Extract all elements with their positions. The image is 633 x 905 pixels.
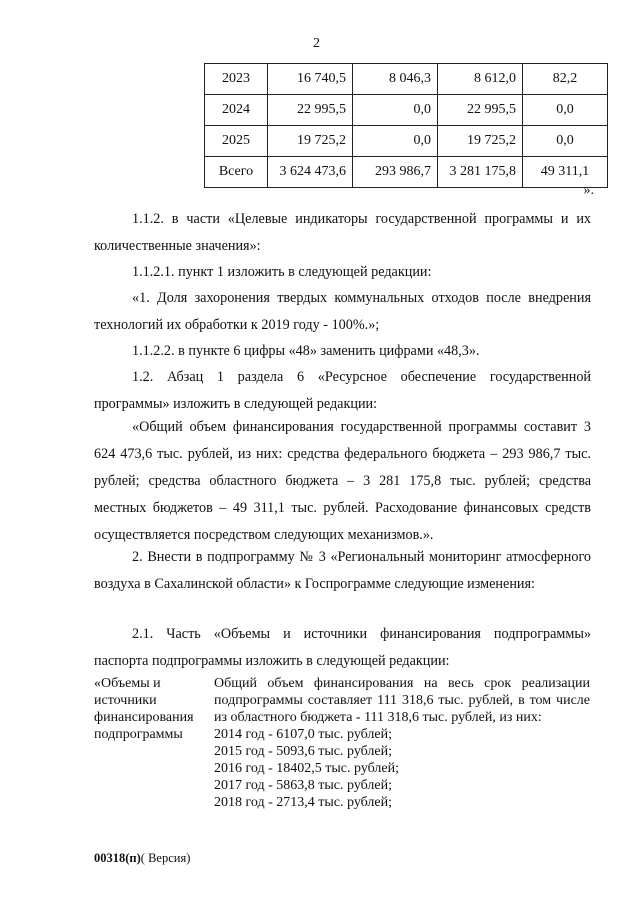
paragraph-2: 2. Внести в подпрограмму № 3 «Региональный мониторинг атмосферного воздуха в Сахалинской области» к Госпрограмме следующие изменения: bbox=[94, 549, 591, 592]
table-row-label: Всего bbox=[205, 157, 268, 188]
table-row bbox=[205, 64, 608, 95]
table-cell: 0,0 bbox=[523, 95, 608, 126]
document-code: 00318(п) bbox=[94, 851, 141, 865]
box-label-line: источники bbox=[94, 693, 157, 708]
box-summary-text: Общий объем финансирования на весь срок реализации подпрограммы составляет 111 318,6 тыс. рублей, в том числе из областного бюджета - 111 318,6 тыс. рублей, из них: bbox=[214, 676, 590, 725]
box-label-line: финансирования bbox=[94, 710, 194, 725]
table-cell: 22 995,5 bbox=[438, 95, 523, 126]
year-line: 2015 год - 5093,6 тыс. рублей; bbox=[214, 744, 393, 759]
paragraph-1-1-2-2: 1.1.2.2. в пункте 6 цифры «48» заменить цифрами «48,3». bbox=[132, 343, 480, 359]
table-cell: 293 986,7 bbox=[353, 157, 438, 188]
closing-quote: ». bbox=[583, 183, 594, 198]
table-row bbox=[205, 157, 608, 188]
table-cell: 8 046,3 bbox=[353, 64, 438, 95]
financing-box-label bbox=[94, 675, 204, 743]
table-cell: 0,0 bbox=[523, 126, 608, 157]
box-label-line: «Объемы и bbox=[94, 676, 161, 691]
table-cell: 8 612,0 bbox=[438, 64, 523, 95]
year-line: 2018 год - 2713,4 тыс. рублей; bbox=[214, 795, 393, 810]
table-cell: 19 725,2 bbox=[438, 126, 523, 157]
table-row-label: 2025 bbox=[205, 126, 268, 157]
table-row-label: 2023 bbox=[205, 64, 268, 95]
paragraph-1-1-2: 1.1.2. в части «Целевые индикаторы государственной программы и их количественные значения»: bbox=[94, 211, 591, 254]
financing-box-content bbox=[214, 675, 590, 811]
table-cell: 22 995,5 bbox=[268, 95, 353, 126]
table-cell: 19 725,2 bbox=[268, 126, 353, 157]
paragraph-1-1-2-1: 1.1.2.1. пункт 1 изложить в следующей редакции: bbox=[132, 264, 432, 280]
table-cell: 3 281 175,8 bbox=[438, 157, 523, 188]
table-cell: 82,2 bbox=[523, 64, 608, 95]
financing-table bbox=[204, 63, 608, 188]
year-line: 2016 год - 18402,5 тыс. рублей; bbox=[214, 761, 400, 776]
table-cell: 3 624 473,6 bbox=[268, 157, 353, 188]
table-cell: 0,0 bbox=[353, 126, 438, 157]
box-label-line: подпрограммы bbox=[94, 727, 183, 742]
year-line: 2017 год - 5863,8 тыс. рублей; bbox=[214, 778, 393, 793]
paragraph-point-1: «1. Доля захоронения твердых коммунальных отходов после внедрения технологий их обработки к 2019 году - 100%.»; bbox=[94, 290, 591, 333]
table-cell: 49 311,1 bbox=[523, 157, 608, 188]
table-cell: 0,0 bbox=[353, 95, 438, 126]
table-row-label: 2024 bbox=[205, 95, 268, 126]
document-version: ( Версия) bbox=[140, 851, 191, 865]
table-row bbox=[205, 126, 608, 157]
year-line: 2014 год - 6107,0 тыс. рублей; bbox=[214, 727, 393, 742]
table-row bbox=[205, 95, 608, 126]
table-cell: 16 740,5 bbox=[268, 64, 353, 95]
paragraph-2-1: 2.1. Часть «Объемы и источники финансирования подпрограммы» паспорта подпрограммы изложить в следующей редакции: bbox=[94, 626, 591, 669]
paragraph-1-2: 1.2. Абзац 1 раздела 6 «Ресурсное обеспечение государственной программы» изложить в следующей редакции: bbox=[94, 369, 591, 412]
document-footer bbox=[94, 851, 190, 866]
page-number: 2 bbox=[313, 36, 320, 51]
paragraph-financing-quote: «Общий объем финансирования государственной программы составит 3 624 473,6 тыс. рублей, из них: средства федерального бюджета – 293 986,7 тыс. рублей; средства областного бюджета – 3 281 175,8 тыс. рублей; средства местных бюджетов – 49 311,1 тыс. рублей. Расходование финансовых средств осуществляется посредством следующих механизмов.». bbox=[94, 419, 591, 543]
